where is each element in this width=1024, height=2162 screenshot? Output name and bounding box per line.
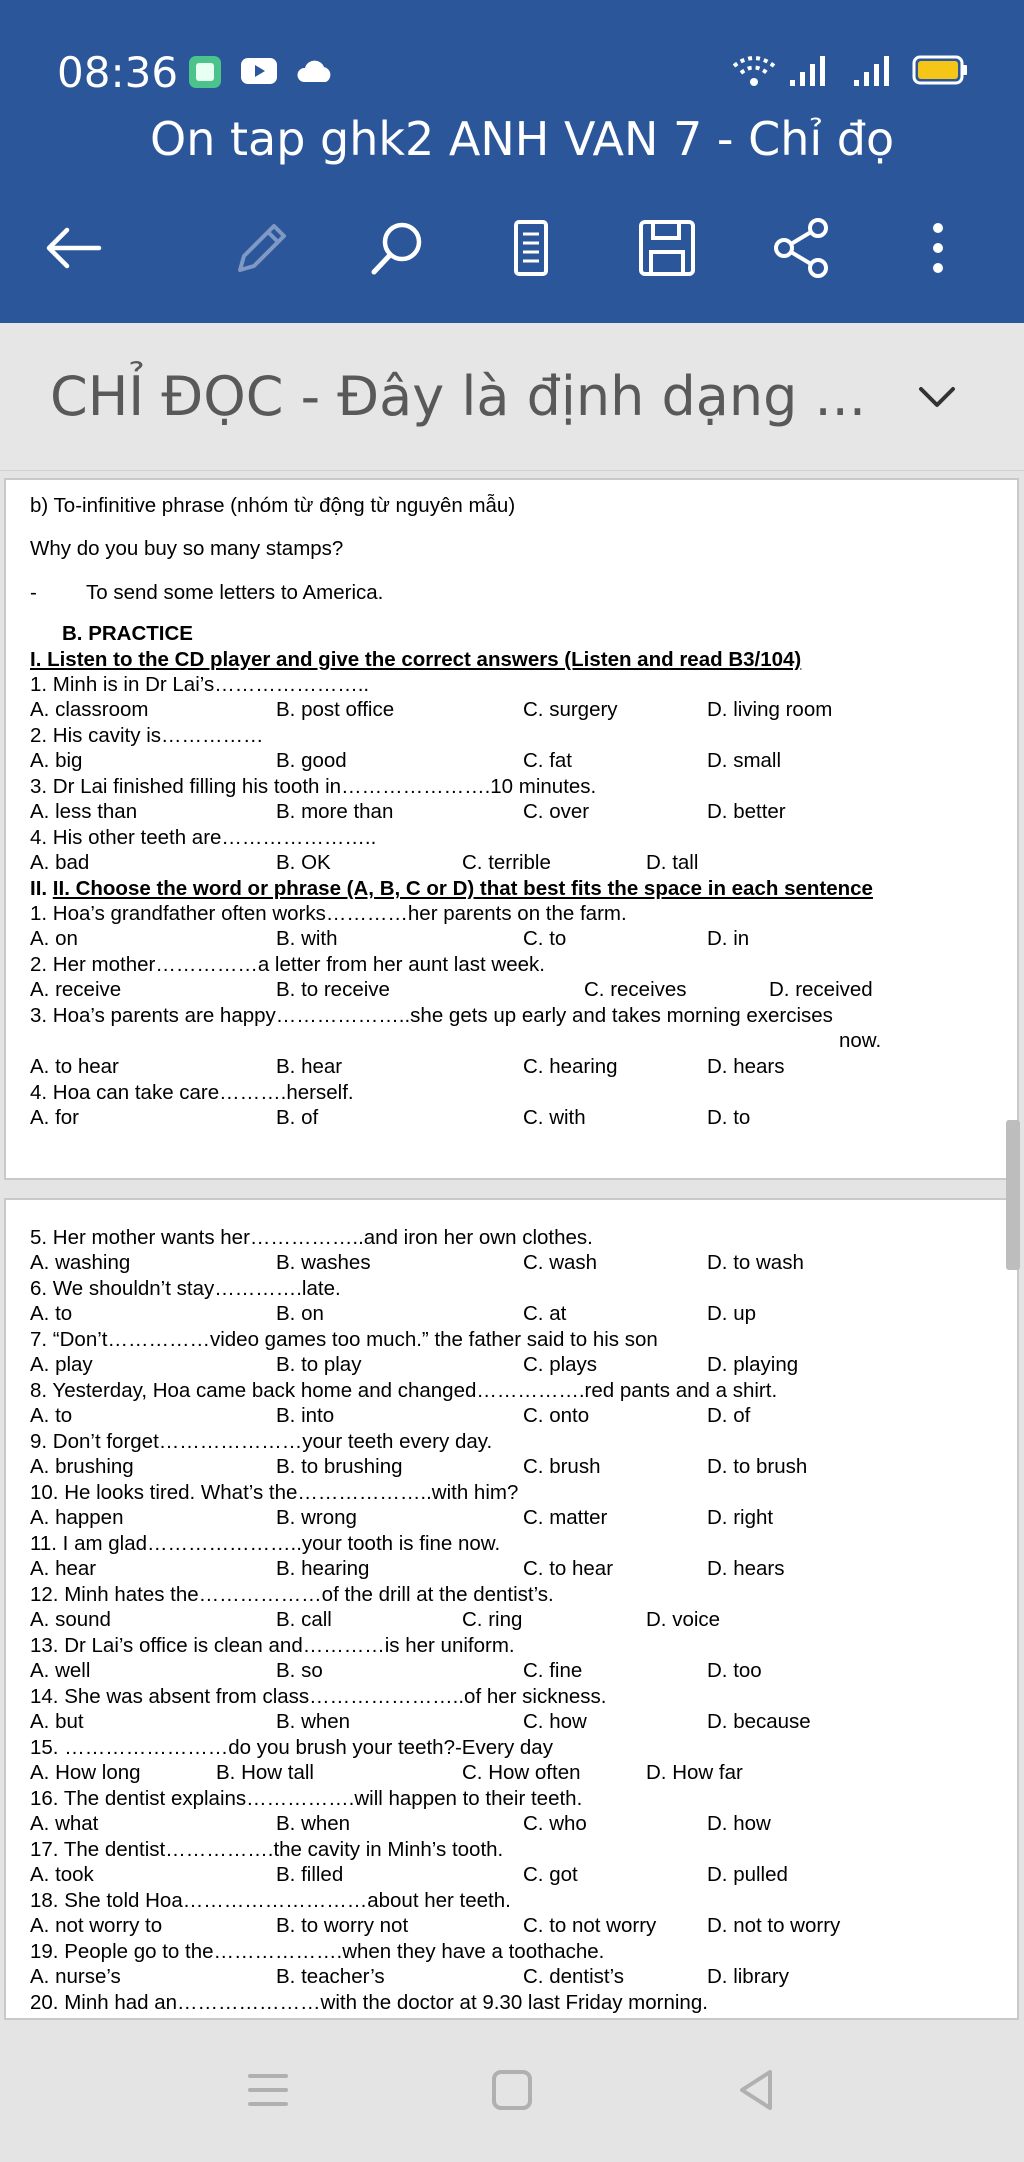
question-continuation: now. xyxy=(839,1029,882,1052)
question: 10. He looks tired. What’s the………………..with him? xyxy=(30,1481,519,1504)
battery-icon xyxy=(912,54,968,86)
option: D. tall xyxy=(646,851,699,874)
document-page-2 xyxy=(4,1198,1019,2020)
question: 11. I am glad…………………..your tooth is fine now. xyxy=(30,1532,501,1555)
option: A. sound xyxy=(30,1608,111,1631)
option: B. filled xyxy=(276,1863,344,1886)
doc-line: Why do you buy so many stamps? xyxy=(30,537,344,560)
edit-button[interactable] xyxy=(222,208,302,288)
option: D. hears xyxy=(707,1557,785,1580)
option: A. but xyxy=(30,1710,84,1733)
question: 13. Dr Lai’s office is clean and…………is her uniform. xyxy=(30,1634,515,1657)
system-nav-bar xyxy=(0,2020,1024,2162)
option: A. to hear xyxy=(30,1055,119,1078)
option: C. surgery xyxy=(523,698,618,721)
reading-view-button[interactable] xyxy=(490,208,570,288)
option: C. at xyxy=(523,1302,567,1325)
option: D. to brush xyxy=(707,1455,808,1478)
document-title: On tap ghk2 ANH VAN 7 - Chỉ đọ xyxy=(150,112,895,166)
question: 2. Her mother……………a letter from her aunt last week. xyxy=(30,953,545,976)
option: B. post office xyxy=(276,698,395,721)
option: C. to not worry xyxy=(523,1914,657,1937)
option: D. to xyxy=(707,1106,751,1129)
section-heading: B. PRACTICE xyxy=(62,622,193,645)
option: D. living room xyxy=(707,698,833,721)
question: 5. Her mother wants her……………..and iron her own clothes. xyxy=(30,1226,593,1249)
option: C. terrible xyxy=(462,851,551,874)
option: B. to receive xyxy=(276,978,390,1001)
question: 15. ……………………do you brush your teeth?-Every day xyxy=(30,1736,553,1759)
option: D. in xyxy=(707,927,750,950)
option: A. happen xyxy=(30,1506,124,1529)
doc-line: To send some letters to America. xyxy=(86,581,384,604)
status-bar xyxy=(0,40,1024,100)
option: D. playing xyxy=(707,1353,799,1376)
option: A. washing xyxy=(30,1251,131,1274)
option: A. to xyxy=(30,1404,73,1427)
menu-nav-button[interactable] xyxy=(246,2068,290,2112)
option: C. fine xyxy=(523,1659,583,1682)
app-notification-icon xyxy=(187,54,223,90)
option: B. of xyxy=(276,1106,319,1129)
option: C. wash xyxy=(523,1251,598,1274)
option: C. onto xyxy=(523,1404,590,1427)
doc-line: - xyxy=(30,581,37,604)
option: B. How tall xyxy=(216,1761,314,1784)
youtube-icon xyxy=(240,56,278,86)
option: C. with xyxy=(523,1106,586,1129)
option: C. How often xyxy=(462,1761,581,1784)
option: A. took xyxy=(30,1863,94,1886)
option: D. to wash xyxy=(707,1251,804,1274)
option: A. nurse’s xyxy=(30,1965,121,1988)
home-nav-button[interactable] xyxy=(490,2068,534,2112)
option: B. on xyxy=(276,1302,324,1325)
option: D. too xyxy=(707,1659,762,1682)
option: D. because xyxy=(707,1710,811,1733)
option: C. got xyxy=(523,1863,578,1886)
option: C. who xyxy=(523,1812,587,1835)
option: C. ring xyxy=(462,1608,523,1631)
option: A. big xyxy=(30,749,83,772)
section-title: II. Choose the word or phrase (A, B, C or D) that best fits the space in each sentence xyxy=(52,877,873,900)
search-icon xyxy=(366,216,430,280)
doc-line: b) To-infinitive phrase (nhóm từ động từ nguyên mẫu) xyxy=(30,494,516,517)
option: A. hear xyxy=(30,1557,97,1580)
more-vert-icon xyxy=(906,216,970,280)
section-heading xyxy=(30,879,873,900)
question: 9. Don’t forget…………………your teeth every day. xyxy=(30,1430,493,1453)
question: 16. The dentist explains…………….will happen to their teeth. xyxy=(30,1787,583,1810)
option: B. to worry not xyxy=(276,1914,409,1937)
option: A. bad xyxy=(30,851,90,874)
question: 12. Minh hates the………………of the drill at the dentist’s. xyxy=(30,1583,554,1606)
option: D. voice xyxy=(646,1608,721,1631)
option: B. wrong xyxy=(276,1506,357,1529)
option: D. better xyxy=(707,800,786,823)
back-nav-button[interactable] xyxy=(734,2068,778,2112)
option: D. not to worry xyxy=(707,1914,841,1937)
option: A. play xyxy=(30,1353,93,1376)
search-button[interactable] xyxy=(358,208,438,288)
option: C. receives xyxy=(584,978,687,1001)
option: B. so xyxy=(276,1659,323,1682)
option: C. plays xyxy=(523,1353,598,1376)
option: B. to play xyxy=(276,1353,362,1376)
option: C. to hear xyxy=(523,1557,614,1580)
option: B. when xyxy=(276,1710,351,1733)
option: A. what xyxy=(30,1812,99,1835)
option: C. matter xyxy=(523,1506,608,1529)
option: C. brush xyxy=(523,1455,601,1478)
option: D. received xyxy=(769,978,873,1001)
status-time: 08:36 xyxy=(57,48,179,97)
scrollbar-thumb[interactable] xyxy=(1006,1120,1020,1270)
option: B. teacher’s xyxy=(276,1965,385,1988)
back-button[interactable] xyxy=(33,208,113,288)
option: A. not worry to xyxy=(30,1914,163,1937)
app-header xyxy=(0,0,1024,323)
option: B. into xyxy=(276,1404,335,1427)
option: A. to xyxy=(30,1302,73,1325)
option: B. when xyxy=(276,1812,351,1835)
question: 18. She told Hoa………………………about her teeth. xyxy=(30,1889,511,1912)
question: 20. Minh had an…………………with the doctor at 9.30 last Friday morning. xyxy=(30,1991,708,2014)
option: D. hears xyxy=(707,1055,785,1078)
option: B. call xyxy=(276,1608,332,1631)
question: 17. The dentist…………….the cavity in Minh’s tooth. xyxy=(30,1838,504,1861)
question: 1. Hoa’s grandfather often works…………her parents on the farm. xyxy=(30,902,627,925)
question: 8. Yesterday, Hoa came back home and changed…………….red pants and a shirt. xyxy=(30,1379,778,1402)
option: A. on xyxy=(30,927,78,950)
option: A. classroom xyxy=(30,698,149,721)
question: 19. People go to the……………….when they have a toothache. xyxy=(30,1940,605,1963)
option: A. How long xyxy=(30,1761,141,1784)
back-arrow-icon xyxy=(41,216,105,280)
share-icon xyxy=(770,216,834,280)
option: B. with xyxy=(276,927,338,950)
cloud-icon xyxy=(296,58,334,84)
option: D. How far xyxy=(646,1761,743,1784)
question: 3. Hoa’s parents are happy………………..she gets up early and takes morning exercises xyxy=(30,1004,833,1027)
option: A. well xyxy=(30,1659,91,1682)
option: D. up xyxy=(707,1302,756,1325)
option: B. more than xyxy=(276,800,394,823)
option: A. for xyxy=(30,1106,79,1129)
question: 6. We shouldn’t stay………….late. xyxy=(30,1277,341,1300)
option: B. good xyxy=(276,749,347,772)
option: D. library xyxy=(707,1965,790,1988)
question: 7. “Don’t……………video games too much.” the father said to his son xyxy=(30,1328,658,1351)
chevron-down-icon[interactable] xyxy=(915,375,959,419)
option: A. receive xyxy=(30,978,122,1001)
option: C. over xyxy=(523,800,590,823)
toolbar xyxy=(0,208,1024,288)
option: B. hear xyxy=(276,1055,343,1078)
document-page-1 xyxy=(4,478,1019,1180)
option: C. dentist’s xyxy=(523,1965,625,1988)
read-only-text: CHỈ ĐỌC - Đây là định dạng ... xyxy=(50,365,867,428)
option: B. hearing xyxy=(276,1557,370,1580)
option: D. how xyxy=(707,1812,771,1835)
option: D. pulled xyxy=(707,1863,788,1886)
reading-view-icon xyxy=(498,216,562,280)
option: D. small xyxy=(707,749,782,772)
question: 1. Minh is in Dr Lai’s………………….. xyxy=(30,673,370,696)
signal-icon-2 xyxy=(852,52,900,90)
option: D. of xyxy=(707,1404,751,1427)
question: 4. Hoa can take care……….herself. xyxy=(30,1081,354,1104)
option: C. how xyxy=(523,1710,587,1733)
save-icon xyxy=(635,216,699,280)
share-button[interactable] xyxy=(762,208,842,288)
question: 2. His cavity is…………… xyxy=(30,724,264,747)
option: A. less than xyxy=(30,800,138,823)
option: A. brushing xyxy=(30,1455,134,1478)
option: B. washes xyxy=(276,1251,371,1274)
wifi-icon xyxy=(730,52,778,90)
question: 14. She was absent from class…………………..of her sickness. xyxy=(30,1685,607,1708)
section-number: II. xyxy=(30,877,53,900)
save-button[interactable] xyxy=(627,208,707,288)
option: C. to xyxy=(523,927,567,950)
question: 4. His other teeth are………………….. xyxy=(30,826,377,849)
read-only-banner[interactable] xyxy=(0,323,1024,471)
option: B. to brushing xyxy=(276,1455,403,1478)
option: D. right xyxy=(707,1506,774,1529)
question: 3. Dr Lai finished filling his tooth in………………….10 minutes. xyxy=(30,775,597,798)
option: C. fat xyxy=(523,749,572,772)
more-options-button[interactable] xyxy=(898,208,978,288)
option: B. OK xyxy=(276,851,331,874)
pencil-icon xyxy=(230,216,294,280)
section-heading: I. Listen to the CD player and give the correct answers (Listen and read B3/104) xyxy=(30,648,802,671)
option: C. hearing xyxy=(523,1055,618,1078)
signal-icon-1 xyxy=(788,52,836,90)
